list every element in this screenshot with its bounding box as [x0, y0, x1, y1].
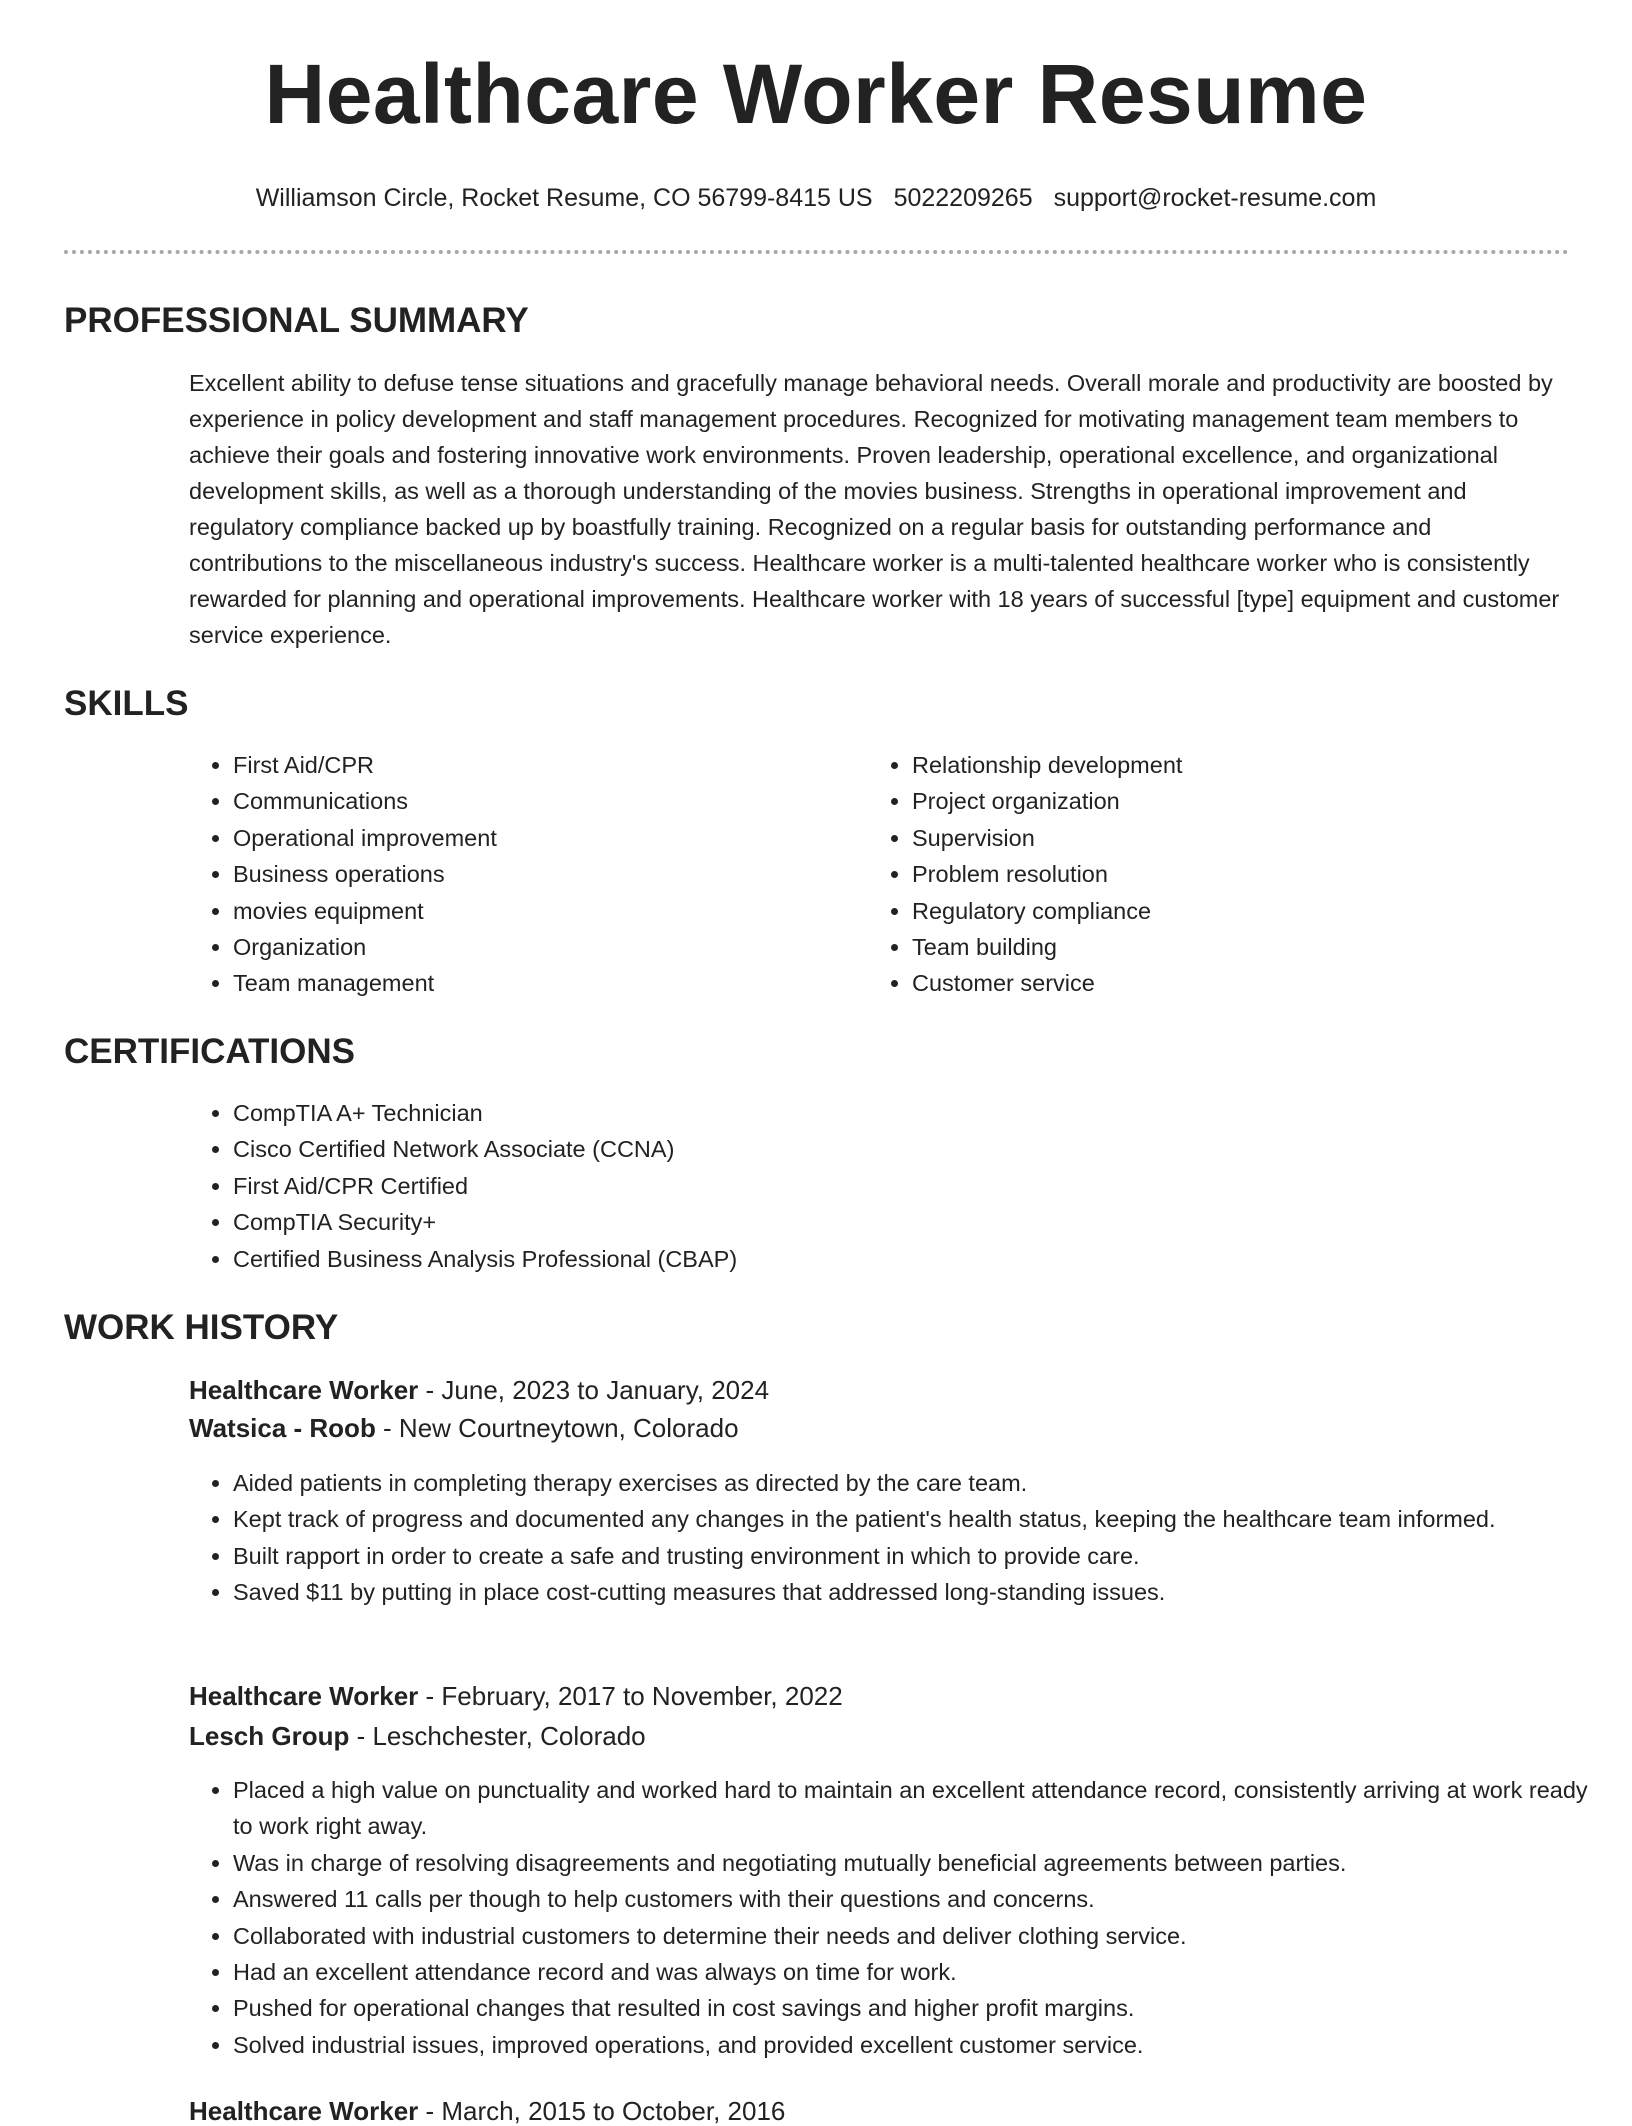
contact-email: support@rocket-resume.com [1053, 184, 1377, 212]
skill-item: • Project organization [912, 783, 1512, 819]
job-title: Healthcare Worker [189, 2096, 419, 2126]
skill-item: • Business operations [233, 856, 833, 892]
skill-item: • Regulatory compliance [912, 893, 1512, 929]
job-bullets [189, 1772, 1613, 2063]
job-location: - Leschchester, Colorado [349, 1721, 646, 1751]
job-bullet: • Solved industrial issues, improved operations, and provided excellent customer service. [233, 2027, 1613, 2063]
skills-heading: SKILLS [64, 684, 189, 723]
job-title-line [189, 1375, 769, 1405]
skill-item: • First Aid/CPR [233, 747, 833, 783]
certification-item: • First Aid/CPR Certified [233, 1168, 1433, 1204]
job-bullet: • Was in charge of resolving disagreements and negotiating mutually beneficial agreements between parties. [233, 1845, 1613, 1881]
skills-list-left [189, 747, 833, 1002]
skill-item: • Supervision [912, 820, 1512, 856]
job-company-line [189, 1413, 739, 1443]
skill-item: • Problem resolution [912, 856, 1512, 892]
certification-item: • Cisco Certified Network Associate (CCNA) [233, 1131, 1433, 1167]
job-dates: - March, 2015 to October, 2016 [418, 2096, 786, 2126]
resume-title: Healthcare Worker Resume [264, 47, 1368, 141]
job-dates: - February, 2017 to November, 2022 [418, 1681, 843, 1711]
skills-list-right [868, 747, 1512, 1002]
skill-item: • Organization [233, 929, 833, 965]
job-title: Healthcare Worker [189, 1681, 419, 1711]
skill-item: • Operational improvement [233, 820, 833, 856]
job-company: Lesch Group [189, 1721, 350, 1751]
header-divider [64, 250, 1569, 254]
job-bullet: • Pushed for operational changes that resulted in cost savings and higher profit margins. [233, 1990, 1613, 2026]
job-bullet: • Had an excellent attendance record and was always on time for work. [233, 1954, 1613, 1990]
job-bullets [189, 1465, 1569, 1611]
certifications-list [189, 1095, 1433, 1277]
certifications-heading: CERTIFICATIONS [64, 1032, 356, 1071]
skill-item: • movies equipment [233, 893, 833, 929]
job-company: Watsica - Roob [189, 1413, 376, 1443]
job-bullet: • Placed a high value on punctuality and worked hard to maintain an excellent attendance record, consistently arriving at work ready to work right away. [233, 1772, 1613, 1845]
job-bullet: • Kept track of progress and documented any changes in the patient's health status, keeping the healthcare team informed. [233, 1501, 1569, 1537]
contact-address: Williamson Circle, Rocket Resume, CO 56799-8415 US [255, 184, 873, 212]
contact-phone: 5022209265 [893, 184, 1033, 212]
skill-item: • Relationship development [912, 747, 1512, 783]
job-title-line [189, 2096, 785, 2126]
job-bullet: • Saved $11 by putting in place cost-cutting measures that addressed long-standing issues. [233, 1574, 1569, 1610]
certification-item: • Certified Business Analysis Professional (CBAP) [233, 1241, 1433, 1277]
job-bullet: • Collaborated with industrial customers to determine their needs and deliver clothing service. [233, 1918, 1613, 1954]
job-location: - New Courtneytown, Colorado [375, 1413, 739, 1443]
job-title-line [189, 1681, 843, 1711]
skill-item: • Communications [233, 783, 833, 819]
work-history-heading: WORK HISTORY [64, 1308, 339, 1347]
job-company-line [189, 1721, 646, 1751]
certification-item: • CompTIA Security+ [233, 1204, 1433, 1240]
contact-line [0, 183, 1632, 213]
job-bullet: • Aided patients in completing therapy exercises as directed by the care team. [233, 1465, 1569, 1501]
job-title: Healthcare Worker [189, 1375, 419, 1405]
job-bullet: • Answered 11 calls per though to help customers with their questions and concerns. [233, 1881, 1613, 1917]
job-bullet: • Built rapport in order to create a safe and trusting environment in which to provide care. [233, 1538, 1569, 1574]
certification-item: • CompTIA A+ Technician [233, 1095, 1433, 1131]
job-dates: - June, 2023 to January, 2024 [418, 1375, 770, 1405]
skill-item: • Customer service [912, 965, 1512, 1001]
skill-item: • Team building [912, 929, 1512, 965]
skill-item: • Team management [233, 965, 833, 1001]
summary-heading: PROFESSIONAL SUMMARY [64, 301, 529, 340]
summary-text: Excellent ability to defuse tense situations and gracefully manage behavioral needs. Overall morale and productivity are boosted by experience in policy development and staff management procedures. Recognized for motivating management team members to achieve their goals and fostering innovative work environments. Proven leadership, operational excellence, and organizational development skills, as well as a thorough understanding of the movies business. Strengths in operational improvement and regulatory compliance backed up by boastfully training. Recognized on a regular basis for outstanding performance and contributions to the miscellaneous industry's success. Healthcare worker is a multi-talented healthcare worker who is consistently rewarded for planning and operational improvements. Healthcare worker with 18 years of successful [type] equipment and customer service experience. [189, 370, 1560, 648]
